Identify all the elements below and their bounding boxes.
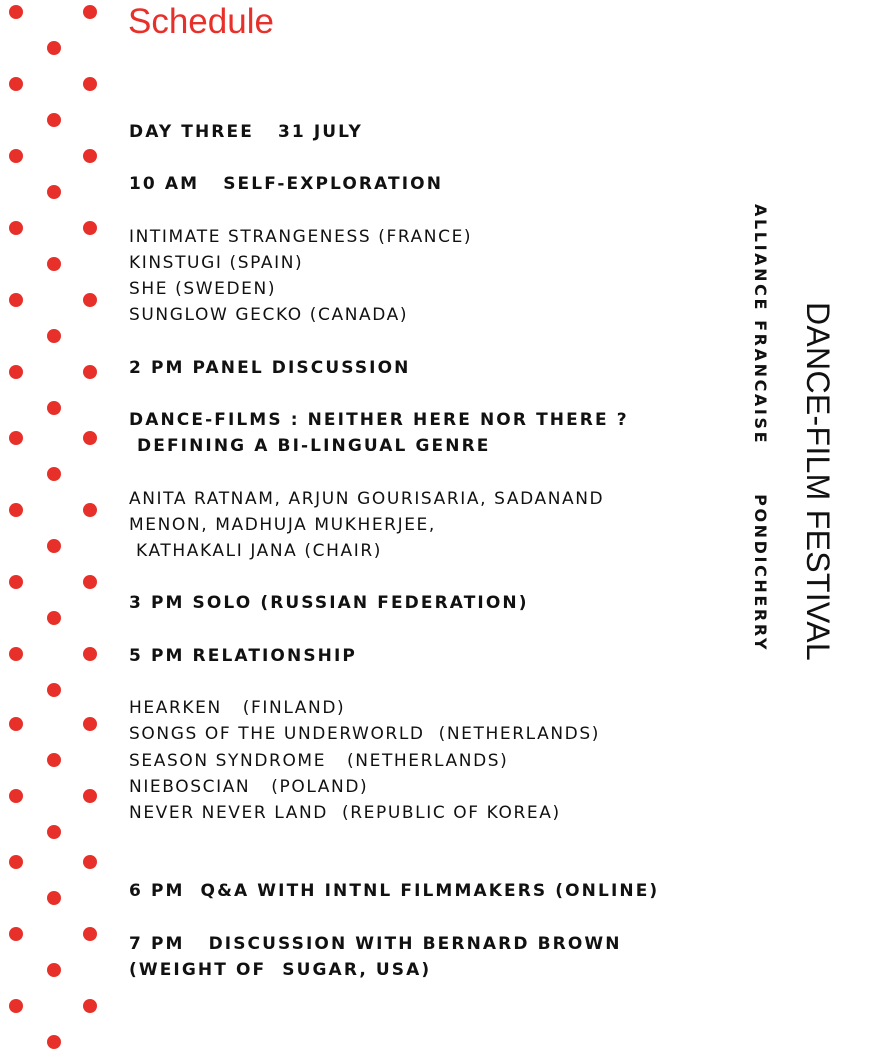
organizer-label: ALLIANCE FRANCAISE PONDICHERRY [751, 204, 770, 653]
day-heading: DAY THREE 31 JULY [129, 122, 363, 142]
film-item: HEARKEN (FINLAND) [129, 698, 346, 719]
session-detail-7pm: (WEIGHT OF SUGAR, USA) [129, 960, 432, 981]
film-item: SUNGLOW GECKO (CANADA) [129, 305, 409, 326]
session-heading-2pm: 2 PM PANEL DISCUSSION [129, 357, 411, 378]
red-dot-border [0, 0, 110, 1052]
session-heading-5pm: 5 PM RELATIONSHIP [129, 645, 357, 666]
film-item: SHE (SWEDEN) [129, 279, 277, 300]
panel-topic-line2: DEFINING A BI-LINGUAL GENRE [129, 436, 491, 457]
film-item: SONGS OF THE UNDERWORLD (NETHERLANDS) [129, 724, 600, 745]
session-heading-10am: 10 AM SELF-EXPLORATION [129, 174, 444, 195]
panelist-line: KATHAKALI JANA (CHAIR) [129, 541, 382, 561]
film-item: SEASON SYNDROME (NETHERLANDS) [129, 750, 509, 771]
film-item: NEVER NEVER LAND (REPUBLIC OF KOREA) [129, 802, 561, 823]
session-heading-3pm: 3 PM SOLO (RUSSIAN FEDERATION) [129, 593, 529, 614]
film-item: KINSTUGI (SPAIN) [129, 252, 304, 273]
schedule [129, 119, 719, 983]
page-title: Schedule [128, 2, 274, 41]
film-item: INTIMATE STRANGENESS (FRANCE) [129, 226, 473, 247]
session-heading-7pm: 7 PM DISCUSSION WITH BERNARD BROWN [129, 933, 622, 954]
festival-title: DANCE-FILM FESTIVAL [800, 302, 836, 661]
film-item: NIEBOSCIAN (POLAND) [129, 776, 369, 797]
panelist-line: MENON, MADHUJA MUKHERJEE, [129, 514, 436, 535]
panelist-line: ANITA RATNAM, ARJUN GOURISARIA, SADANAND [129, 488, 605, 509]
session-heading-6pm: 6 PM Q&A WITH INTNL FILMMAKERS (ONLINE) [129, 881, 660, 902]
panel-topic-line1: DANCE-FILMS : NEITHER HERE NOR THERE ? [129, 410, 629, 431]
